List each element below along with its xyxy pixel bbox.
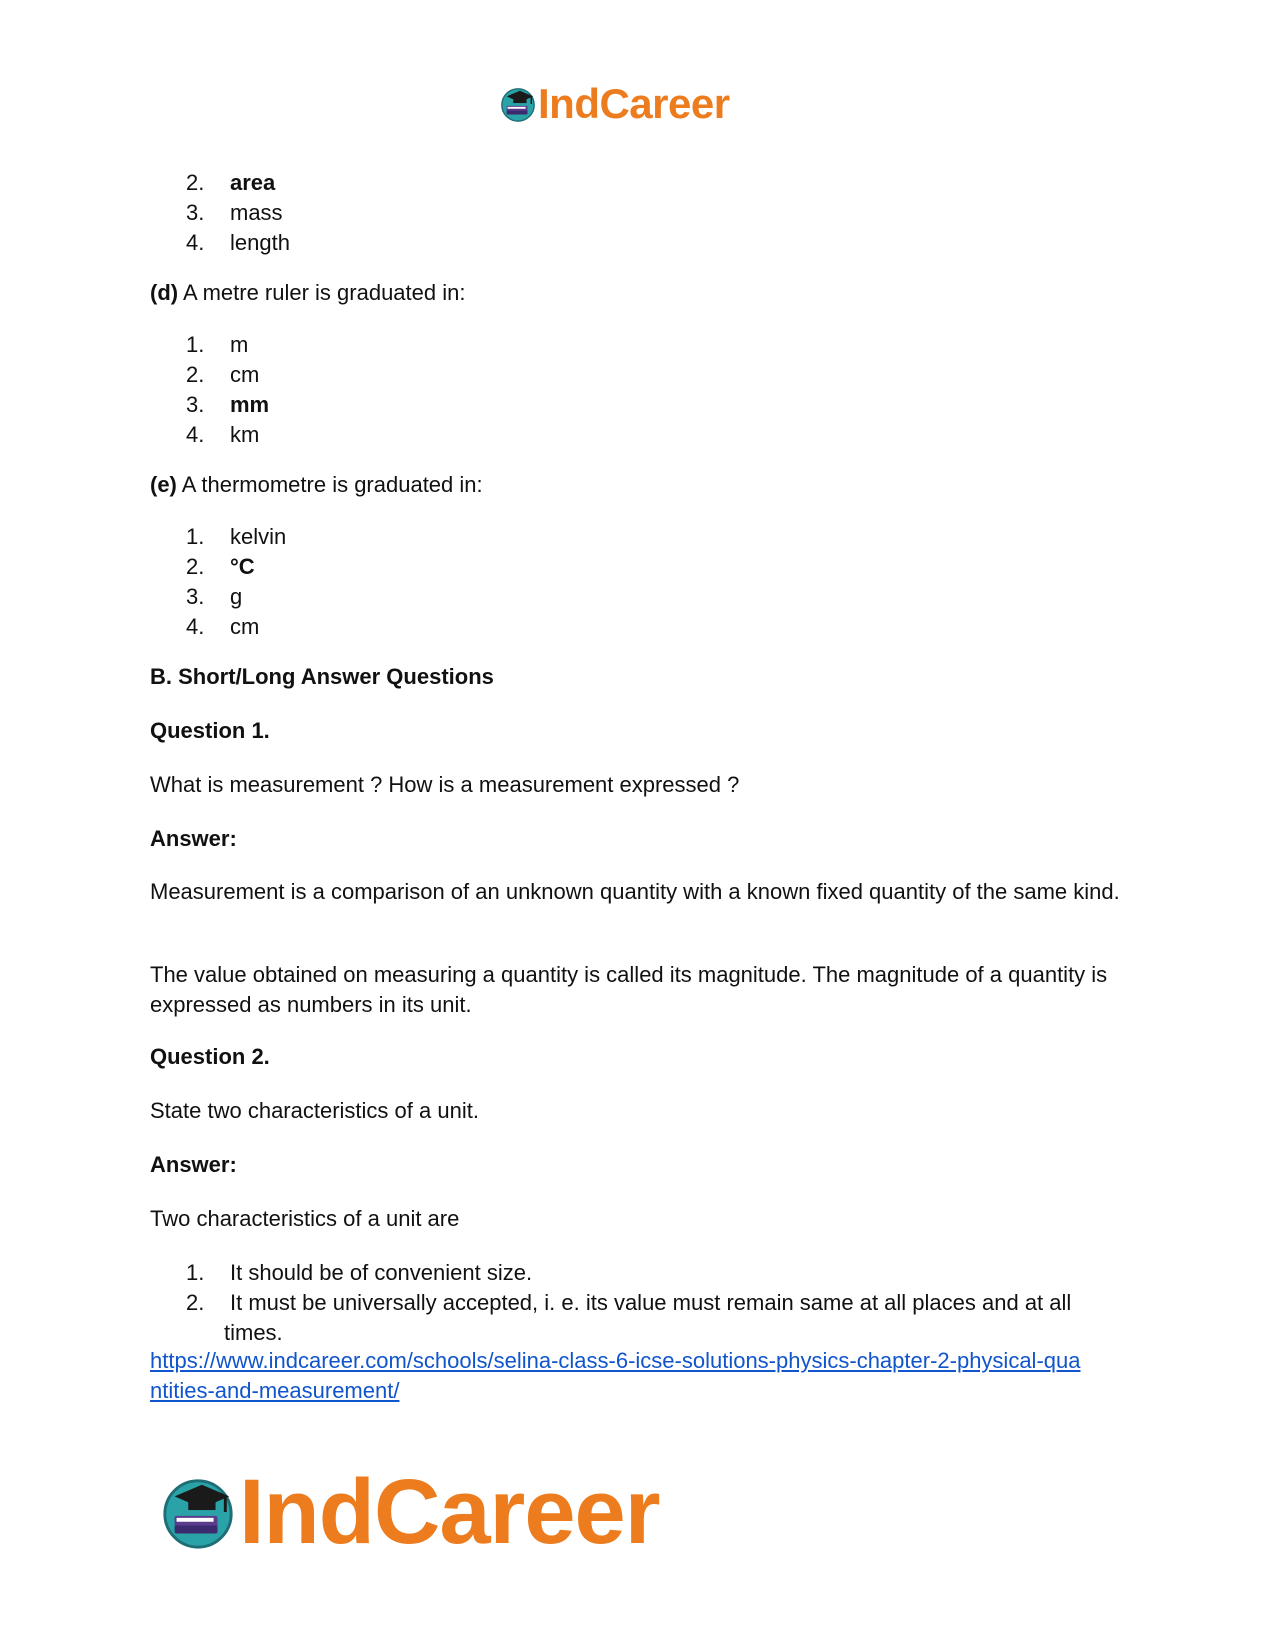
list-item: 4. cm	[186, 614, 260, 639]
list-item: 3. mass	[186, 200, 283, 225]
graduation-cap-book-globe-icon	[159, 1473, 237, 1551]
answer-label: Answer:	[150, 826, 237, 851]
list-item: 2. It must be universally accepted, i. e. its value must remain same at all places and at all times.	[186, 1290, 1072, 1345]
question-e: (e) A thermometre is graduated in:	[150, 472, 483, 497]
list-item: 3. mm	[186, 392, 270, 417]
list-item: 1. m	[186, 332, 249, 357]
question-d: (d) A metre ruler is graduated in:	[150, 280, 466, 305]
option-list-c	[150, 168, 1130, 258]
section-heading: B. Short/Long Answer Questions	[150, 664, 494, 689]
header-logo	[499, 80, 730, 128]
question-text: What is measurement ? How is a measurement expressed ?	[150, 772, 740, 797]
question-text: State two characteristics of a unit.	[150, 1098, 479, 1123]
logo-text: IndCareer	[538, 80, 730, 127]
question-heading: Question 2.	[150, 1044, 270, 1069]
list-item: 1. It should be of convenient size.	[186, 1260, 533, 1285]
logo-text: IndCareer	[239, 1461, 660, 1563]
answer-label: Answer:	[150, 1152, 237, 1177]
list-item: 4. km	[186, 422, 260, 447]
list-item: 4. length	[186, 230, 290, 255]
option-list-e	[150, 522, 1130, 642]
list-item: 1. kelvin	[186, 524, 287, 549]
answer-paragraph: The value obtained on measuring a quantity is called its magnitude. The magnitude of a quantity is expressed as numbers in its unit.	[150, 962, 1108, 1017]
list-item: 2. cm	[186, 362, 260, 387]
graduation-cap-book-globe-icon	[499, 85, 537, 123]
list-item: 3. g	[186, 584, 243, 609]
list-item: 2. area	[186, 170, 276, 195]
answer-list	[150, 1258, 1130, 1288]
footer-logo	[159, 1461, 660, 1563]
source-link[interactable]: https://www.indcareer.com/schools/selina-class-6-icse-solutions-physics-chapter-2-physical-qua ntities-and-measurement/	[150, 1348, 1081, 1403]
question-heading: Question 1.	[150, 718, 270, 743]
answer-intro: Two characteristics of a unit are	[150, 1206, 460, 1231]
answer-paragraph: Measurement is a comparison of an unknown quantity with a known fixed quantity of the same kind.	[150, 879, 1120, 904]
list-item: 2. °C	[186, 554, 255, 579]
option-list-d	[150, 330, 1130, 450]
